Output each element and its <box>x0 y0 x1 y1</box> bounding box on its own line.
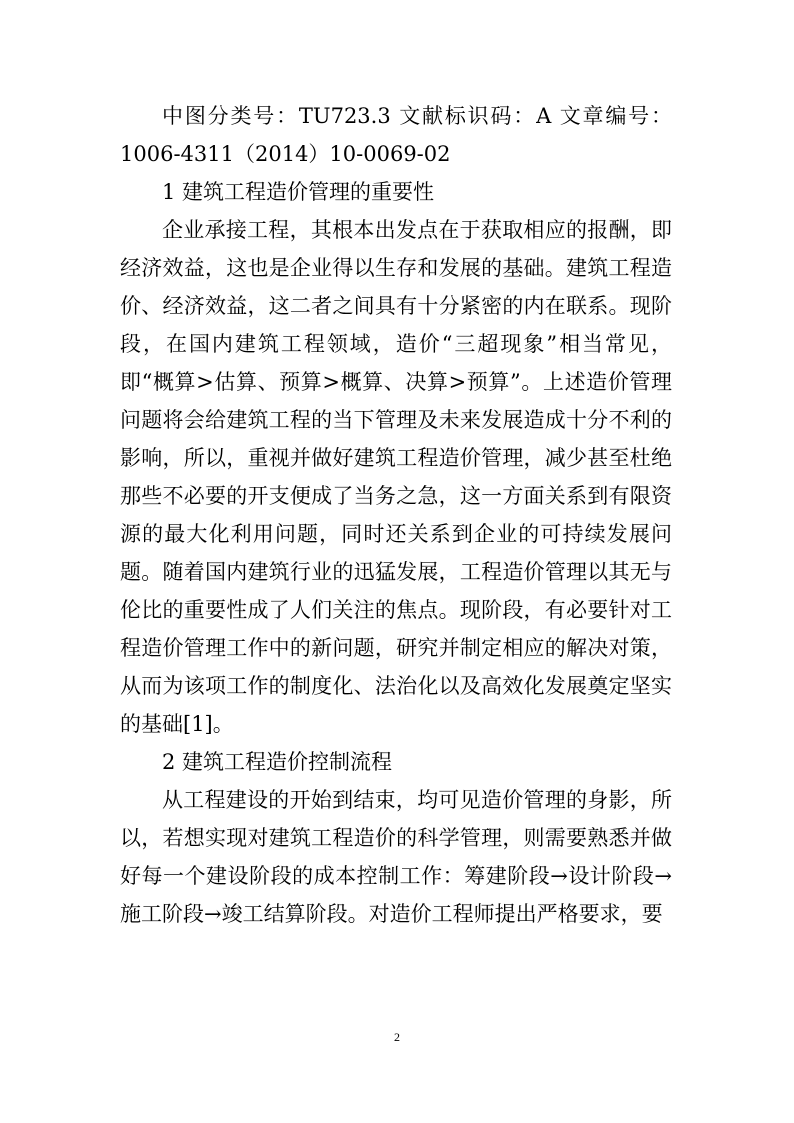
section-1-heading: 1 建筑工程造价管理的重要性 <box>162 180 435 204</box>
section-1-paragraph: 企业承接工程，其根本出发点在于获取相应的报酬，即经济效益，这也是企业得以生存和发展的基础。建筑工程造价、经济效益，这二者之间具有十分紧密的内在联系。现阶段，在国内建筑工程领域，造价“三超现象”相当常见，即“概算>估算、预算>概算、决算>预算”。上述造价管理问题将会给建筑工程的当下管理及未来发展造成十分不利的影响，所以，重视并做好建筑工程造价管理，减少甚至杜绝那些不必要的开支便成了当务之急，这一方面关系到有限资源的最大化利用问题，同时还关系到企业的可持续发展问题。随着国内建筑行业的迅猛发展，工程造价管理以其无与伦比的重要性成了人们关注的焦点。现阶段，有必要针对工程造价管理工作中的新问题，研究并制定相应的解决对策，从而为该项工作的制度化、法治化以及高效化发展奠定坚实的基础[1]。 <box>120 218 672 736</box>
document-body <box>120 97 672 933</box>
section-2-paragraph: 从工程建设的开始到结束，均可见造价管理的身影，所以，若想实现对建筑工程造价的科学管理，则需要熟悉并做好每一个建设阶段的成本控制工作：筹建阶段→设计阶段→施工阶段→竣工结算阶段。对造价工程师提出严格要求，要 <box>120 788 672 926</box>
section-2-heading: 2 建筑工程造价控制流程 <box>162 750 393 774</box>
page-number: 2 <box>394 1030 400 1044</box>
classification-line: 中图分类号：TU723.3 文献标识码：A 文章编号：1006-4311（2014）10-0069-02 <box>120 104 672 166</box>
